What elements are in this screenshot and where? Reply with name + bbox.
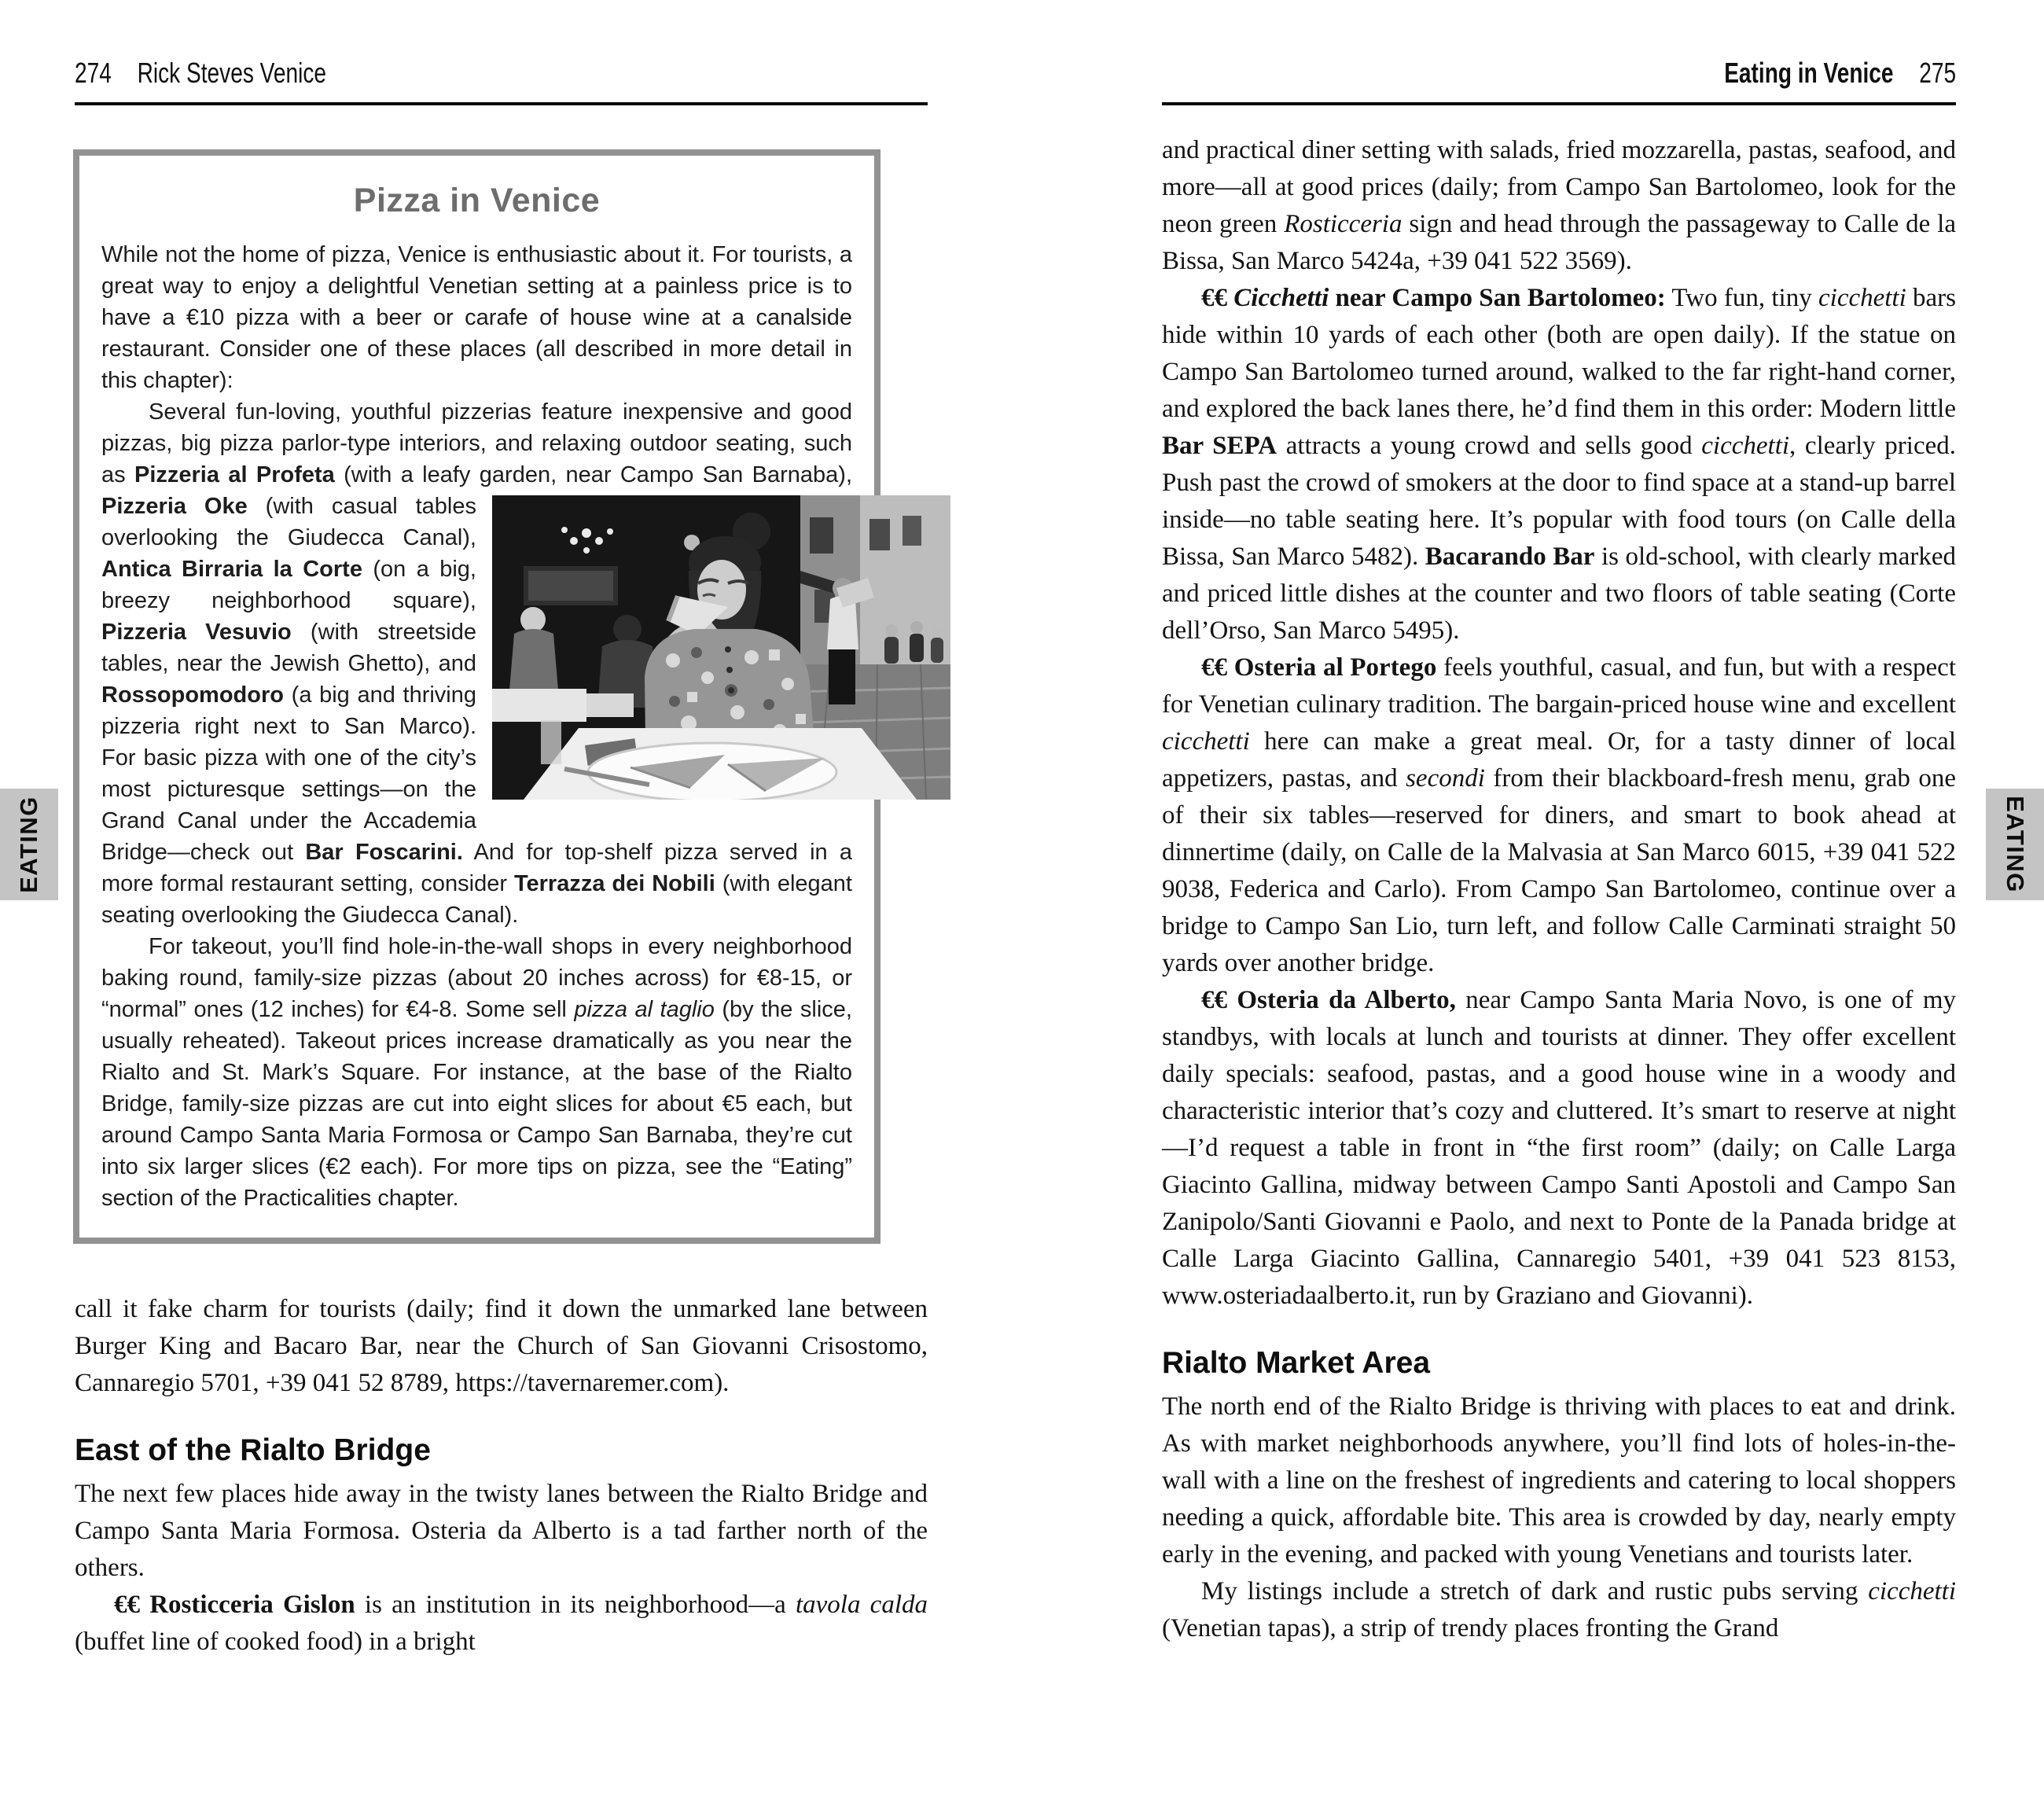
body-paragraph: The next few places hide away in the twisty lanes between the Rialto Bridge and Campo Santa Maria Formosa. Osteria da Alberto is a tad farther north of the others. <box>75 1480 928 1582</box>
body-paragraph: and practical diner setting with salads, fried mozzarella, pastas, seafood, and more—all at good prices (daily; from Campo San Bartolomeo, look for the neon green Rosticceria sign and head through the passageway to Calle de la Bissa, San Marco 5424a, +39 041 522 3569). <box>1162 136 1956 275</box>
section-heading: Rialto Market Area <box>1162 1346 1431 1380</box>
body-paragraph: My listings include a stretch of dark and rustic pubs serving cicchetti (Venetian tapas), a strip of trendy places fronting the Grand <box>1162 1577 1956 1642</box>
running-head-right <box>1162 0 1956 105</box>
body-paragraph: call it fake charm for tourists (daily; find it down the unmarked lane between Burger King and Bacaro Bar, near the Church of San Giovanni Crisostomo, Cannaregio 5701, +39 041 52 8789, https://tavernaremer.com). <box>75 1295 928 1397</box>
body-column-left <box>75 1291 928 1661</box>
sidebar-paragraph: While not the home of pizza, Venice is enthusiastic about it. For tourists, a great way to enjoy a delightful Venetian setting at a painless price is to have a €10 pizza with a beer or carafe of house wine at a canalside restaurant. Consider one of these places (all described in more detail in this chapter): <box>101 242 852 393</box>
page-right <box>1162 0 1956 1647</box>
photo-illustration <box>492 495 950 800</box>
body-paragraph: €€ Osteria da Alberto, near Campo Santa Maria Novo, is one of my standbys, with locals at lunch and tourists at dinner. They offer excellent daily specials: seafood, pastas, and a good house wine in a woody and characteristic interior that’s cozy and cluttered. It’s smart to reserve at night—I’d request a table in front in “the first room” (daily; on Calle Larga Giacinto Gallina, midway between Campo Santi Apostoli and Campo San Zanipolo/Santi Giovanni e Paolo, and next to Ponte de la Panada bridge at Calle Larga Giacinto Gallina, Cannaregio 5401, +39 041 523 8153, www.osteriadaalberto.it, run by Graziano and Giovanni). <box>1162 986 1956 1310</box>
running-head-title: Eating in Venice <box>1724 57 1894 89</box>
page-number: 275 <box>1919 57 1956 89</box>
running-head-title: Rick Steves Venice <box>137 57 326 89</box>
sidebar-box <box>73 149 880 1244</box>
eating-tab-label: EATING <box>15 796 42 893</box>
photo-pizza-eater <box>492 495 950 800</box>
body-paragraph: €€ Cicchetti near Campo San Bartolomeo: Two fun, tiny cicchetti bars hide within 10 yards of each other (both are open daily). If the statue on Campo San Bartolomeo turned around, walked to the far right-hand corner, and explored the back lanes there, he’d find them in this order: Modern little Bar SEPA attracts a young crowd and sells good cicchetti, clearly priced. Push past the crowd of smokers at the door to find space at a stand-up barrel inside—no table seating here. It’s popular with food tours (on Calle della Bissa, San Marco 5482). Bacarando Bar is old-school, with clearly marked and priced little dishes at the counter and two floors of table seating (Corte dell’Orso, San Marco 5495). <box>1162 284 1957 645</box>
running-head-left <box>75 0 928 105</box>
body-column-right <box>1162 132 1956 1647</box>
eating-tab-label: EATING <box>2002 796 2029 893</box>
eating-tab-right <box>1986 789 2044 900</box>
body-paragraph: The north end of the Rialto Bridge is thriving with places to eat and drink. As with market neighborhoods anywhere, you’ll find lots of holes-in-the-wall with a line on the freshest of ingredients and catering to local shoppers needing a quick, affordable bite. This area is crowded by day, nearly empty early in the evening, and packed with young Venetians and tourists later. <box>1162 1392 1956 1569</box>
page-number: 274 <box>75 57 112 89</box>
sidebar-paragraph: Several fun-loving, youthful pizzerias feature inexpensive and good pizzas, big pizza parlor-type interiors, and relaxing outdoor seating, such as Pizzeria al Profeta (with a leafy garden, near Campo San Barnaba), Pizzeria Oke (with casual tables overlooking the Giudecca Canal), Antica Birraria la Corte (on a big, breezy neighborhood square), Pizzeria Vesuvio (with streetside tables, near the Jewish Ghetto), and Rossopomodoro (a big and thriving pizzeria right next to San Marco). For basic pizza with one of the city’s most picturesque settings—on the Grand Canal under the Accademia Bridge—check out Bar Foscarini. And for top-shelf pizza served in a more formal restaurant setting, consider Terrazza dei Nobili (with elegant seating overlooking the Giudecca Canal). <box>101 396 852 931</box>
eating-tab-left <box>0 789 58 900</box>
page-left <box>75 0 928 1661</box>
section-heading: East of the Rialto Bridge <box>75 1433 431 1467</box>
sidebar-paragraph: For takeout, you’ll find hole-in-the-wall shops in every neighborhood baking round, family-size pizzas (about 20 inches across) for €8-15, or “normal” ones (12 inches) for €4-8. Some sell pizza al taglio (by the slice, usually reheated). Takeout prices increase dramatically as you near the Rialto and St. Mark’s Square. For instance, at the base of the Rialto Bridge, family-size pizzas are cut into eight slices for about €5 each, but around Campo Santa Maria Formosa or Campo San Barnaba, they’re cut into six larger slices (€2 each). For more tips on pizza, see the “Eating” section of the Practicalities chapter. <box>101 934 852 1211</box>
sidebar-title: Pizza in Venice <box>353 182 601 219</box>
body-paragraph: €€ Rosticceria Gislon is an institution in its neighborhood—a tavola calda (buffet line of cooked food) in a bright <box>75 1591 928 1656</box>
body-paragraph: €€ Osteria al Portego feels youthful, casual, and fun, but with a respect for Venetian culinary tradition. The bargain-priced house wine and excellent cicchetti here can make a great meal. Or, for a tasty dinner of local appetizers, pastas, and secondi from their blackboard-fresh menu, grab one of their six tables—reserved for diners, and smart to book ahead at dinnertime (daily, on Calle de la Malvasia at San Marco 6015, +39 041 522 9038, Federica and Carlo). From Campo San Bartolomeo, continue over a bridge to Campo San Lio, turn left, and follow Calle Carminati straight 50 yards over another bridge. <box>1162 653 1956 977</box>
